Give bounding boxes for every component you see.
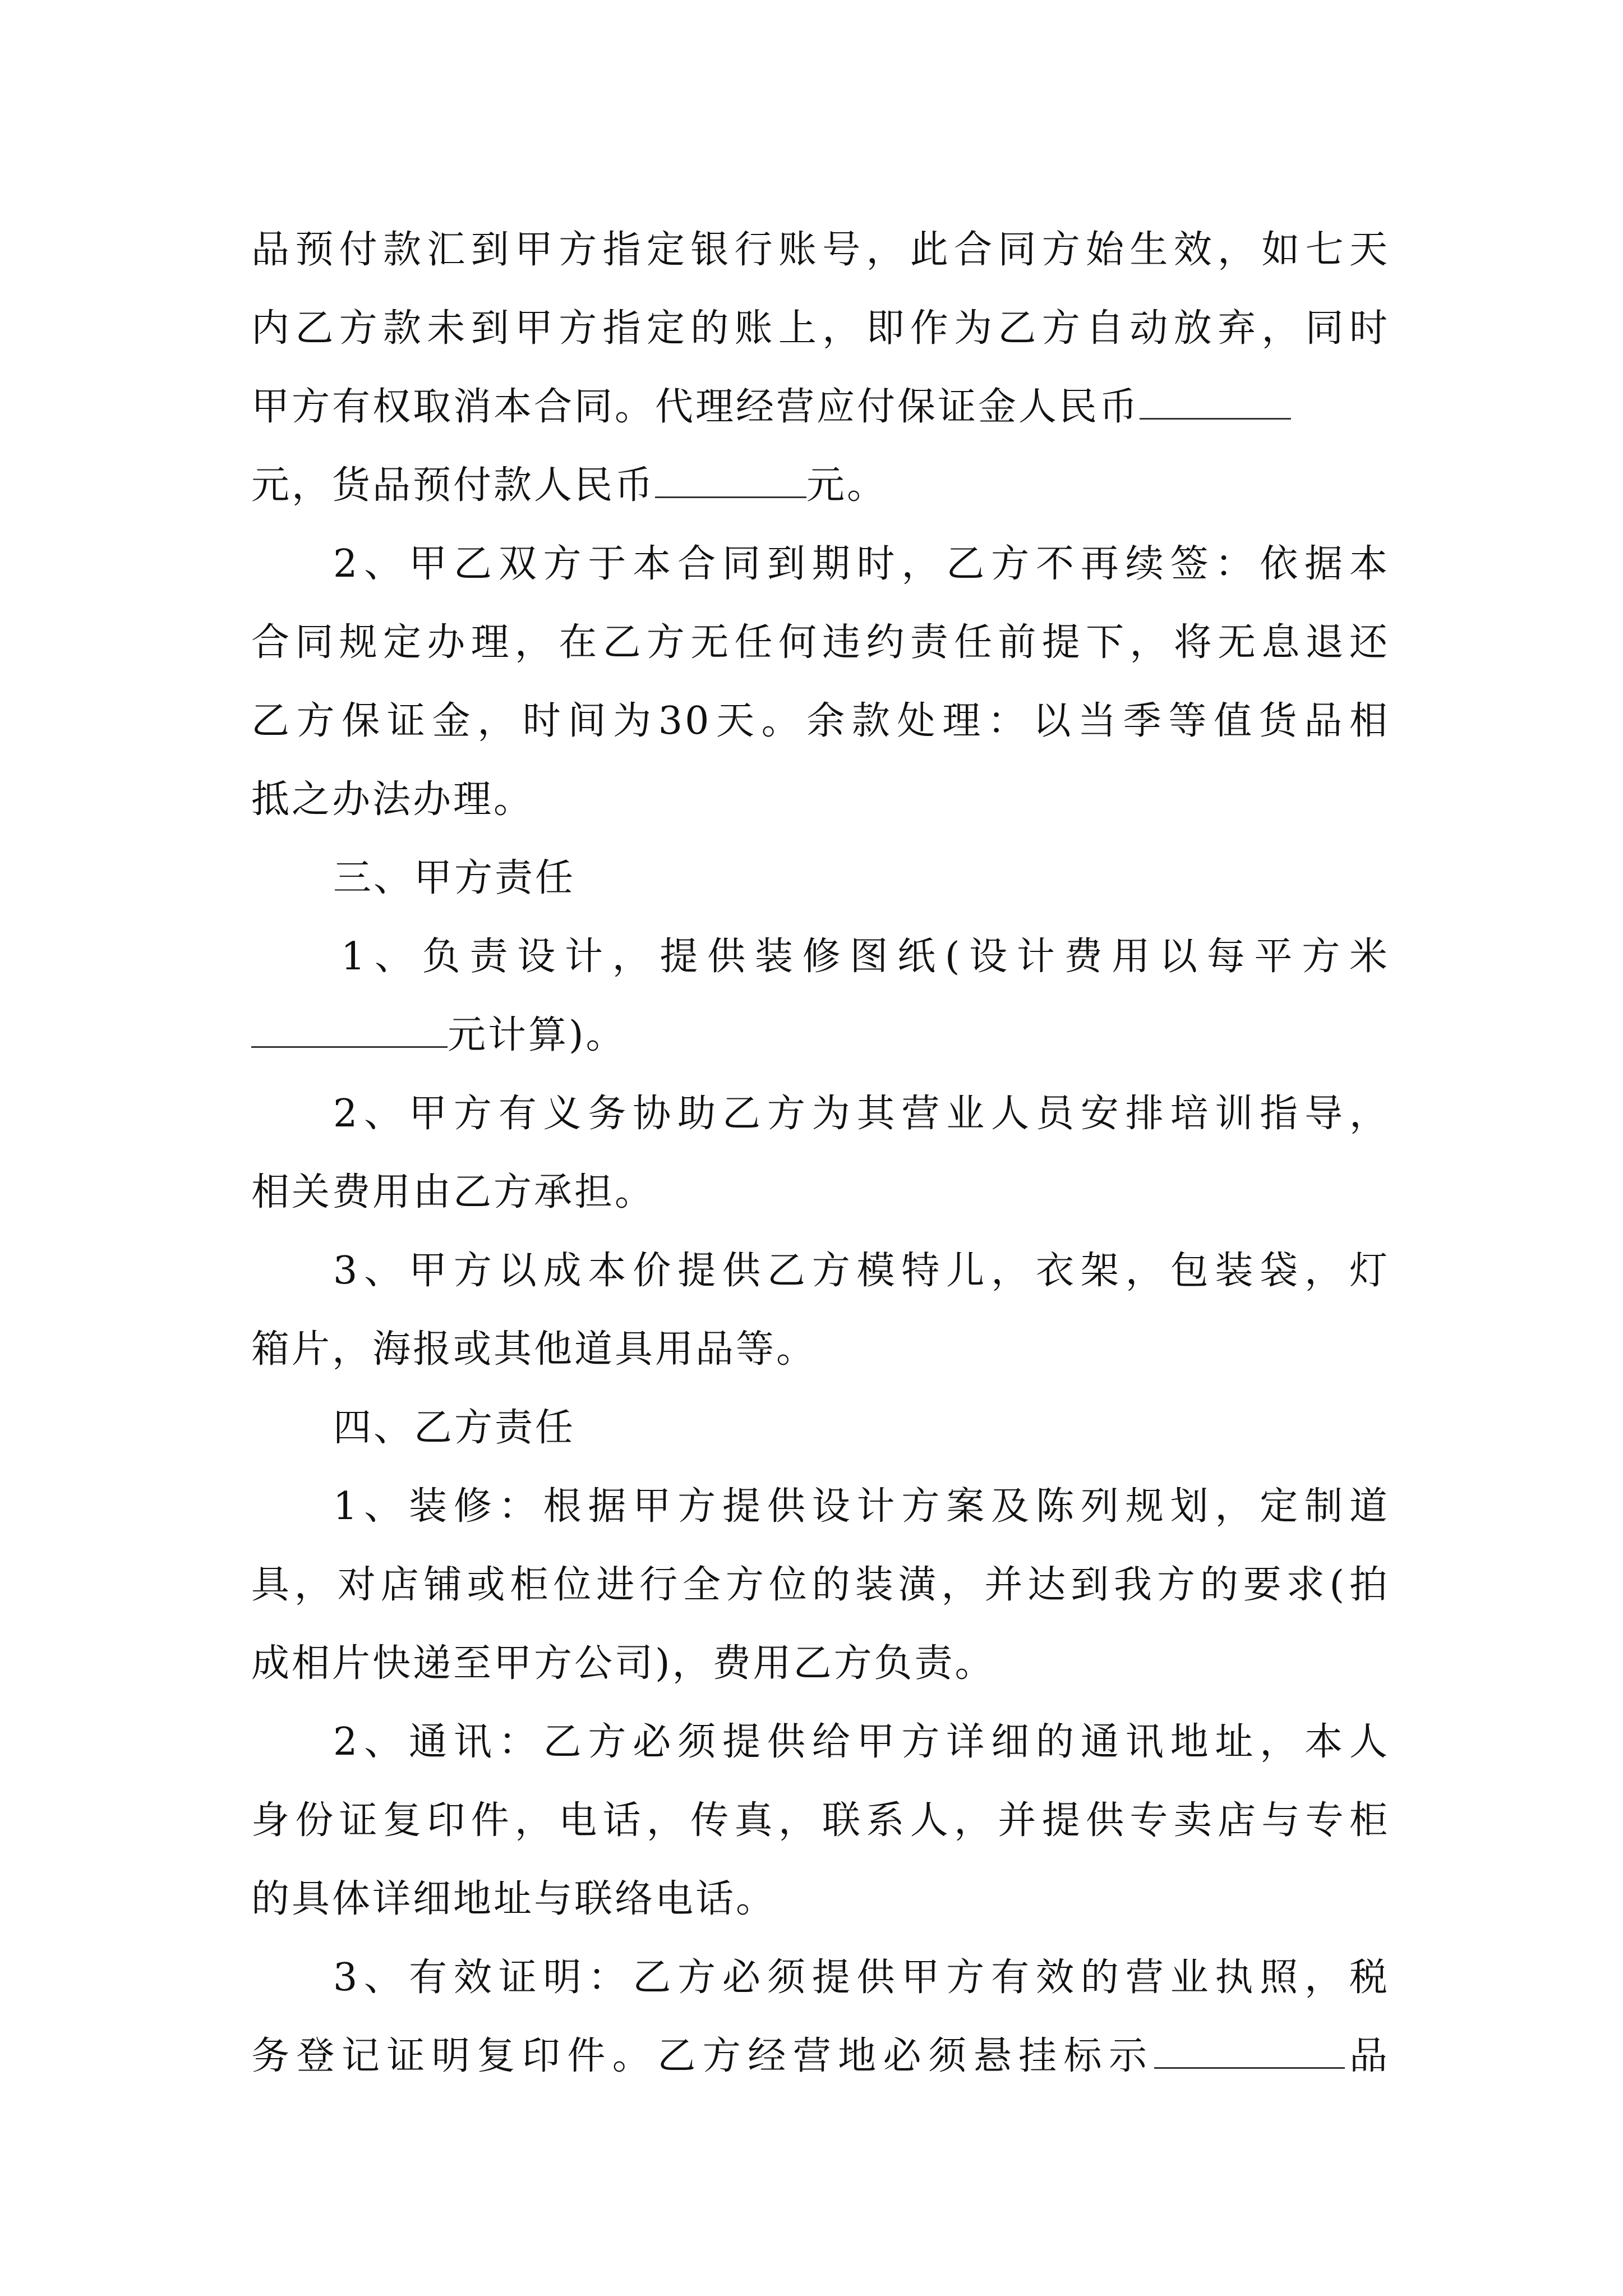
fill-in-blank[interactable]	[251, 1015, 448, 1048]
text-line: 内乙方款未到甲方指定的账上，即作为乙方自动放弃，同时	[251, 306, 1390, 351]
text-line: 2、甲方有义务协助乙方为其营业人员安排培训指导，	[333, 1092, 1390, 1136]
text-line: 成相片快递至甲方公司)，费用乙方负责。	[251, 1641, 995, 1686]
fill-in-blank[interactable]	[1154, 2036, 1345, 2069]
section-heading: 四、乙方责任	[333, 1406, 576, 1450]
text-line: 品预付款汇到甲方指定银行账号，此合同方始生效，如七天	[251, 228, 1390, 272]
text-line: 合同规定办理，在乙方无任何违约责任前提下，将无息退还	[251, 620, 1390, 665]
text-line: 相关费用由乙方承担。	[251, 1170, 656, 1214]
section-heading: 三、甲方责任	[333, 856, 576, 900]
text-line: 元计算)。	[251, 996, 1390, 1075]
fill-in-blank[interactable]	[655, 465, 806, 498]
text-line: 1、装修：根据甲方提供设计方案及陈列规划，定制道	[333, 1484, 1390, 1529]
document-body	[251, 211, 1390, 2096]
fill-in-blank[interactable]	[1140, 386, 1291, 420]
text-line: 箱片，海报或其他道具用品等。	[251, 1327, 817, 1372]
text-line: 元，货品预付款人民币 元。	[251, 463, 888, 508]
text-line: 务登记证明复印件。乙方经营地必须悬挂标示 品	[251, 2034, 1390, 2078]
text-line: 身份证复印件，电话，传真，联系人，并提供专卖店与专柜	[251, 1798, 1390, 1843]
text-line: 3、甲方以成本价提供乙方模特儿，衣架，包装袋，灯	[333, 1249, 1390, 1293]
text-line: 2、通讯：乙方必须提供给甲方详细的通讯地址，本人	[333, 1720, 1390, 1764]
text-line: 甲方有权取消本合同。代理经营应付保证金人民币	[251, 368, 1390, 447]
text-line: 具，对店铺或柜位进行全方位的装潢，并达到我方的要求(拍	[251, 1563, 1390, 1607]
text-line: 1、负责设计，提供装修图纸(设计费用以每平方米	[341, 935, 1390, 979]
text-line: 的具体详细地址与联络电话。	[251, 1877, 777, 1921]
text-line: 2、甲乙双方于本合同到期时，乙方不再续签：依据本	[333, 542, 1390, 586]
text-line: 乙方保证金，时间为30天。余款处理：以当季等值货品相	[251, 699, 1390, 743]
text-line: 抵之办法办理。	[251, 777, 534, 822]
text-line: 3、有效证明：乙方必须提供甲方有效的营业执照，税	[333, 1955, 1390, 2000]
